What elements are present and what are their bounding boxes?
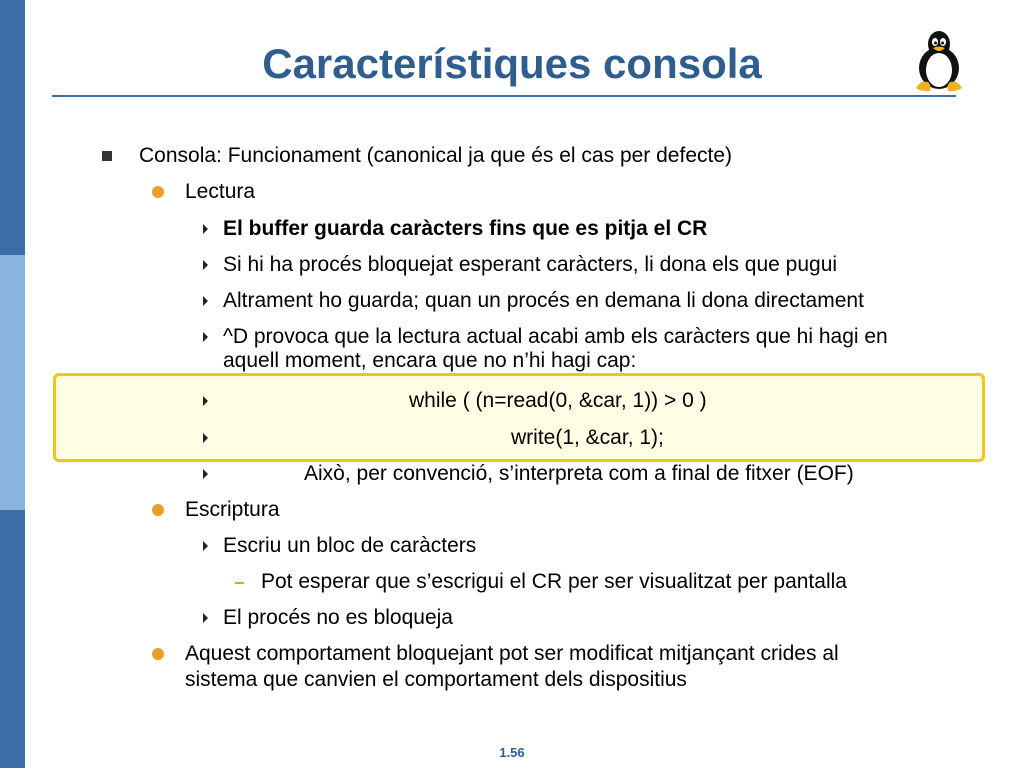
bullet-comportament-line2: sistema que canvien el comportament dels dispositius — [185, 668, 687, 691]
left-sidebar-accent — [0, 255, 25, 510]
arrow-bullet-icon — [203, 613, 208, 623]
arrow-bullet-icon — [203, 396, 208, 406]
bullet-lectura: Lectura — [185, 180, 256, 203]
code-write: write(1, &car, 1); — [511, 426, 664, 449]
title-underline — [52, 95, 956, 97]
arrow-bullet-icon — [203, 541, 208, 551]
arrow-bullet-icon — [203, 332, 208, 342]
arrow-bullet-icon — [203, 469, 208, 479]
arrow-bullet-icon — [203, 296, 208, 306]
page-number: 1.56 — [499, 745, 525, 760]
bullet-consola-funcionament: Consola: Funcionament (canonical ja que és el cas per defecte) — [139, 144, 733, 167]
code-while-read: while ( (n=read(0, &car, 1)) > 0 ) — [409, 389, 707, 412]
bullet-eof-convention: Això, per convenció, s’interpreta com a final de fitxer (EOF) — [304, 462, 854, 485]
dot-bullet-icon — [152, 504, 164, 516]
slide-title: Característiques consola — [262, 40, 762, 87]
arrow-bullet-icon — [203, 260, 208, 270]
bullet-proces-bloquejat: Si hi ha procés bloquejat esperant caràcters, li dona els que pugui — [223, 253, 838, 276]
bullet-escriptura: Escriptura — [185, 498, 280, 521]
bullet-ctrl-d-line1: ^D provoca que la lectura actual acabi amb els caràcters que hi hagi en — [223, 325, 888, 348]
bullet-pot-esperar: Pot esperar que s’escrigui el CR per ser visualitzat per pantalla — [261, 570, 847, 593]
dot-bullet-icon — [152, 186, 164, 198]
square-bullet-icon — [102, 151, 112, 161]
tux-penguin-icon — [912, 28, 966, 92]
bullet-no-bloqueja: El procés no es bloqueja — [223, 606, 453, 629]
bullet-buffer-guarda: El buffer guarda caràcters fins que es pitja el CR — [223, 217, 708, 240]
arrow-bullet-icon — [203, 433, 208, 443]
bullet-altrament: Altrament ho guarda; quan un procés en demana li dona directament — [223, 289, 864, 312]
dot-bullet-icon — [152, 648, 164, 660]
bullet-escriu-bloc: Escriu un bloc de caràcters — [223, 534, 477, 557]
bullet-ctrl-d-line2: aquell moment, encara que no n’hi hagi cap: — [223, 349, 637, 372]
bullet-comportament-line1: Aquest comportament bloquejant pot ser modificat mitjançant crides al — [185, 642, 839, 665]
dash-bullet-icon — [235, 582, 244, 584]
arrow-bullet-icon — [203, 224, 208, 234]
